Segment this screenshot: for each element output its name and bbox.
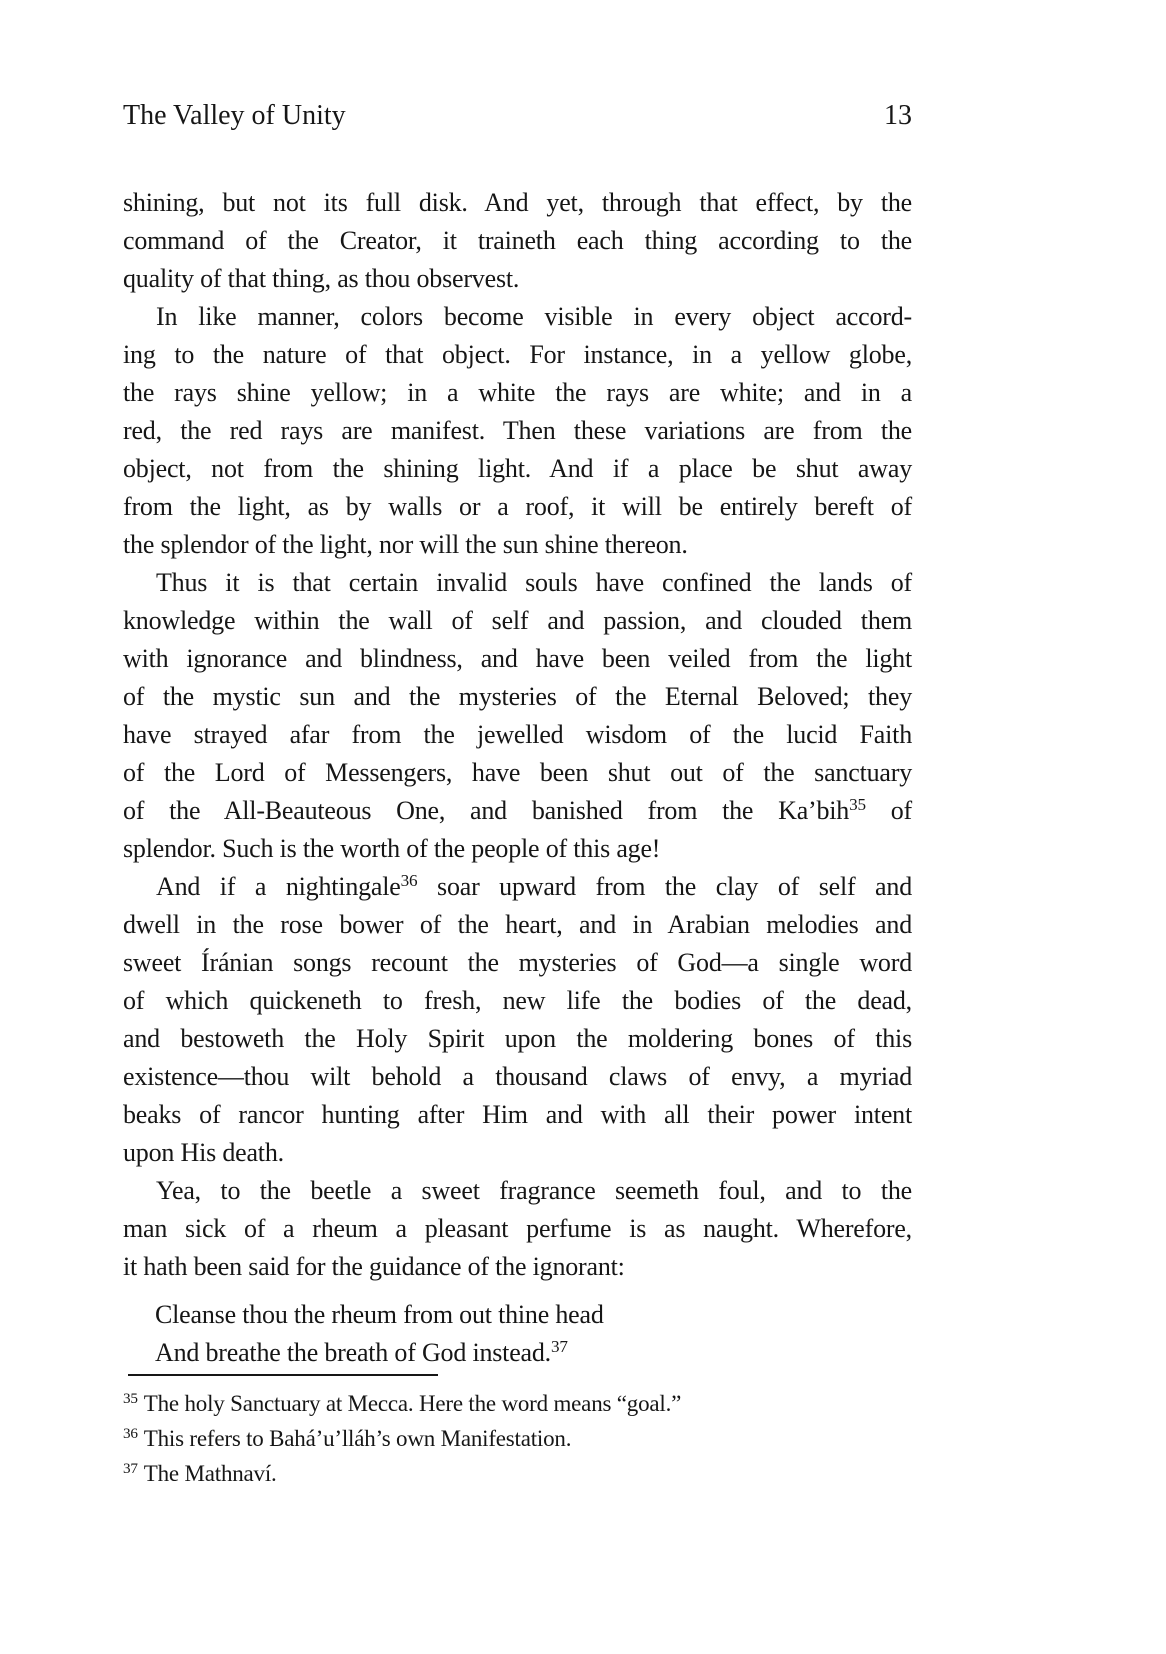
running-title: The Valley of Unity: [123, 100, 346, 131]
footnote-number: 36: [123, 1425, 138, 1443]
footnote: $^{36}$ This refers to Bahá’u’lláh’s own Manifestation.: [123, 1425, 572, 1451]
text-line: of the mystic sun and the mysteries of the Eternal Beloved; they: [123, 682, 912, 711]
footnote-ref: 36: [400, 871, 418, 891]
text-line: existence—thou wilt behold a thousand claws of envy, a myriad: [123, 1062, 912, 1091]
text-line: shining, but not its full disk. And yet, through that effect, by the: [123, 188, 912, 217]
text-line: Thus it is that certain invalid souls have confined the lands of: [156, 568, 912, 597]
text-line: command of the Creator, it traineth each thing according to the: [123, 226, 912, 255]
footnote: $^{35}$ The holy Sanctuary at Mecca. Here the word means “goal.”: [123, 1390, 682, 1416]
text-line: of the Lord of Messengers, have been shut out of the sanctuary: [123, 758, 912, 787]
footnote-ref: 35: [849, 795, 866, 815]
text-line: Yea, to the beetle a sweet fragrance seemeth foul, and to the: [156, 1176, 912, 1205]
text-line: object, not from the shining light. And if a place be shut away: [123, 454, 912, 483]
text-line: And if a nightingale$^{36}$ soar upward from the clay of self and: [156, 871, 912, 901]
footnote: $^{37}$ The Mathnaví.: [123, 1460, 277, 1486]
text-line: sweet Íránian songs recount the mysteries of God—a single word: [123, 948, 912, 977]
text-line: splendor. Such is the worth of the people of this age!: [123, 834, 661, 863]
text-line: and bestoweth the Holy Spirit upon the moldering bones of this: [123, 1024, 912, 1053]
body-paragraphs: [123, 184, 912, 1286]
text-line: the rays shine yellow; in a white the rays are white; and in a: [123, 378, 912, 407]
text-line: knowledge within the wall of self and passion, and clouded them: [123, 606, 912, 635]
footnote-separator: [128, 1374, 438, 1376]
footnote-ref: 37: [550, 1337, 568, 1357]
text-line: the splendor of the light, nor will the sun shine thereon.: [123, 530, 688, 559]
text-line: it hath been said for the guidance of the ignorant:: [123, 1252, 625, 1281]
footnotes: [123, 1386, 912, 1491]
text-line: from the light, as by walls or a roof, it will be entirely bereft of: [123, 492, 912, 521]
text-line: have strayed afar from the jewelled wisdom of the lucid Faith: [123, 720, 912, 749]
text-line: beaks of rancor hunting after Him and with all their power intent: [123, 1100, 912, 1129]
page-header: [123, 100, 912, 132]
text-line: In like manner, colors become visible in every object accord-: [156, 302, 912, 331]
text-line: red, the red rays are manifest. Then these variations are from the: [123, 416, 912, 445]
verse-line: Cleanse thou the rheum from out thine head: [155, 1300, 604, 1329]
text-line: with ignorance and blindness, and have been veiled from the light: [123, 644, 912, 673]
footnote-number: 35: [123, 1390, 138, 1408]
page-number: 13: [884, 100, 912, 131]
text-line: upon His death.: [123, 1138, 284, 1167]
verse-line: And breathe the breath of God instead.$^{37}$: [155, 1337, 568, 1367]
text-line: quality of that thing, as thou observest.: [123, 264, 520, 293]
text-line: dwell in the rose bower of the heart, and in Arabian melodies and: [123, 910, 912, 939]
verse-quote: [155, 1296, 855, 1372]
text-line: man sick of a rheum a pleasant perfume is as naught. Wherefore,: [123, 1214, 912, 1243]
text-line: of which quickeneth to fresh, new life the bodies of the dead,: [123, 986, 912, 1015]
text-line: of the All-Beauteous One, and banished from the Ka’bih$^{35}$ of: [123, 795, 913, 825]
footnote-number: 37: [123, 1460, 138, 1478]
text-line: ing to the nature of that object. For instance, in a yellow globe,: [123, 340, 912, 369]
